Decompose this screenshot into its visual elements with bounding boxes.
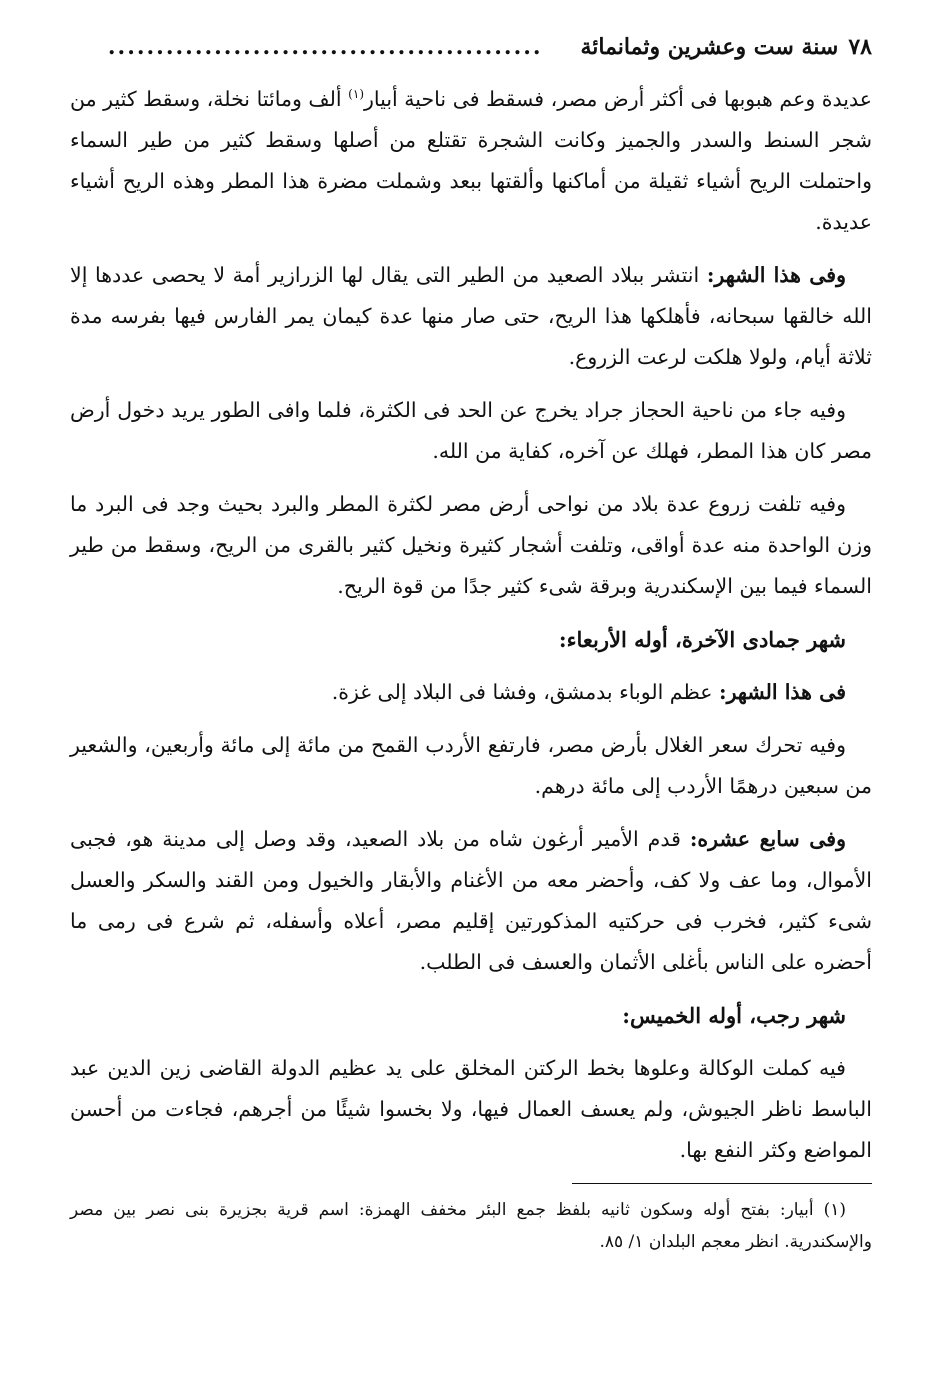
- leader-dots: .............................................: [107, 34, 543, 60]
- paragraph-text: وفيه جاء من ناحية الحجاز جراد يخرج عن الحد فى الكثرة، فلما وافى الطور يريد دخول أرض مصر كان هذا المطر، فهلك عن آخره، كفاية من الله.: [70, 397, 872, 463]
- section-heading-jumada: شهر جمادى الآخرة، أوله الأربعاء:: [558, 626, 846, 652]
- paragraph-lead: وفى هذا الشهر:: [706, 262, 846, 287]
- paragraph-1: [70, 74, 872, 243]
- paragraph-text: فيه كملت الوكالة وعلوها بخط الركتن المخلق على يد عظيم الدولة القاضى زين الدين عبد الباسط ناظر الجيوش، ولم يعسف العمال فيها، ولا بخسوا شيئًا من أجرهم، فجاءت من أحسن المواضع وكثر النفع بها.: [70, 1055, 872, 1162]
- paragraph-text: قدم الأمير أرغون شاه من بلاد الصعيد، وقد وصل إلى مدينة هو، فجبى الأموال، وما عف ولا كف، وأحضر معه من الأغنام والأبقار والخيول ومن القند والسكر والعسل شىء كثير، فخرب فى حركتيه المذكورتين إقليم مصر، أعلاه وأسفله، ثم شرع فى رمى ما أحضره على الناس بأغلى الأثمان والعسف فى الطلب.: [70, 826, 872, 974]
- running-header: [70, 34, 872, 74]
- paragraph-text: عظم الوباء بدمشق، وفشا فى البلاد إلى غزة.: [331, 679, 720, 704]
- paragraph-6: [70, 725, 872, 807]
- running-title: سنة ست وعشرين وثمانمائة: [580, 34, 839, 60]
- paragraph-lead: فى هذا الشهر:: [719, 679, 846, 704]
- paragraph-text: ألف ومائتا نخلة، وسقط كثير من شجر السنط والسدر والجميز وكانت الشجرة تقتلع من أصلها وسقط كثير من طير السماء واحتملت الريح أشياء ثقيلة من أماكنها وألقتها ببعد وشملت مضرة هذا المطر وهذه الريح أشياء عديدة.: [70, 86, 872, 234]
- paragraph-4: [70, 484, 872, 607]
- footnote: (١) أبيار: بفتح أوله وسكون ثانيه بلفظ جمع البئر مخفف الهمزة: اسم قرية بجزيرة بنى نصر بين مصر والإسكندرية. انظر معجم البلدان ١/ ٨٥.: [70, 1199, 872, 1252]
- paragraph-3: [70, 390, 872, 472]
- paragraph-lead: وفى سابع عشره:: [689, 826, 846, 851]
- paragraph-2: [70, 255, 872, 378]
- page-number: ٧٨: [848, 34, 872, 60]
- section-heading-rajab: شهر رجب، أوله الخميس:: [622, 1002, 846, 1028]
- paragraph-text: وفيه تحرك سعر الغلال بأرض مصر، فارتفع الأردب القمح من مائة إلى مائة وأربعين، والشعير من سبعين درهمًا الأردب إلى مائة درهم.: [70, 732, 872, 798]
- paragraph-5: [70, 672, 872, 713]
- footnote-separator: [572, 1183, 872, 1184]
- footnote-marker[interactable]: (١): [348, 87, 364, 101]
- paragraph-7: [70, 819, 872, 983]
- paragraph-text: عديدة وعم هبوبها فى أكثر أرض مصر، فسقط فى ناحية أبيار: [364, 86, 872, 111]
- paragraph-text: وفيه تلفت زروع عدة بلاد من نواحى أرض مصر لكثرة المطر والبرد بحيث وجد فى البرد ما وزن الواحدة منه عدة أواقى، وتلفت أشجار كثيرة ونخيل كثير بالقرى من الريح، وسقط من طير السماء فيما بين الإسكندرية وبرقة شىء كثير جدًا من قوة الريح.: [70, 491, 872, 598]
- paragraph-8: [70, 1048, 872, 1171]
- paragraph-text: انتشر ببلاد الصعيد من الطير التى يقال لها الزرازير أمة لا يحصى عددها إلا الله خالقها سبحانه، فأهلكها هذا الريح، حتى صار منها عدة كيمان يمر الفارس فيها بفرسه مدة ثلاثة أيام، ولولا هلكت لرعت الزروع.: [70, 262, 872, 369]
